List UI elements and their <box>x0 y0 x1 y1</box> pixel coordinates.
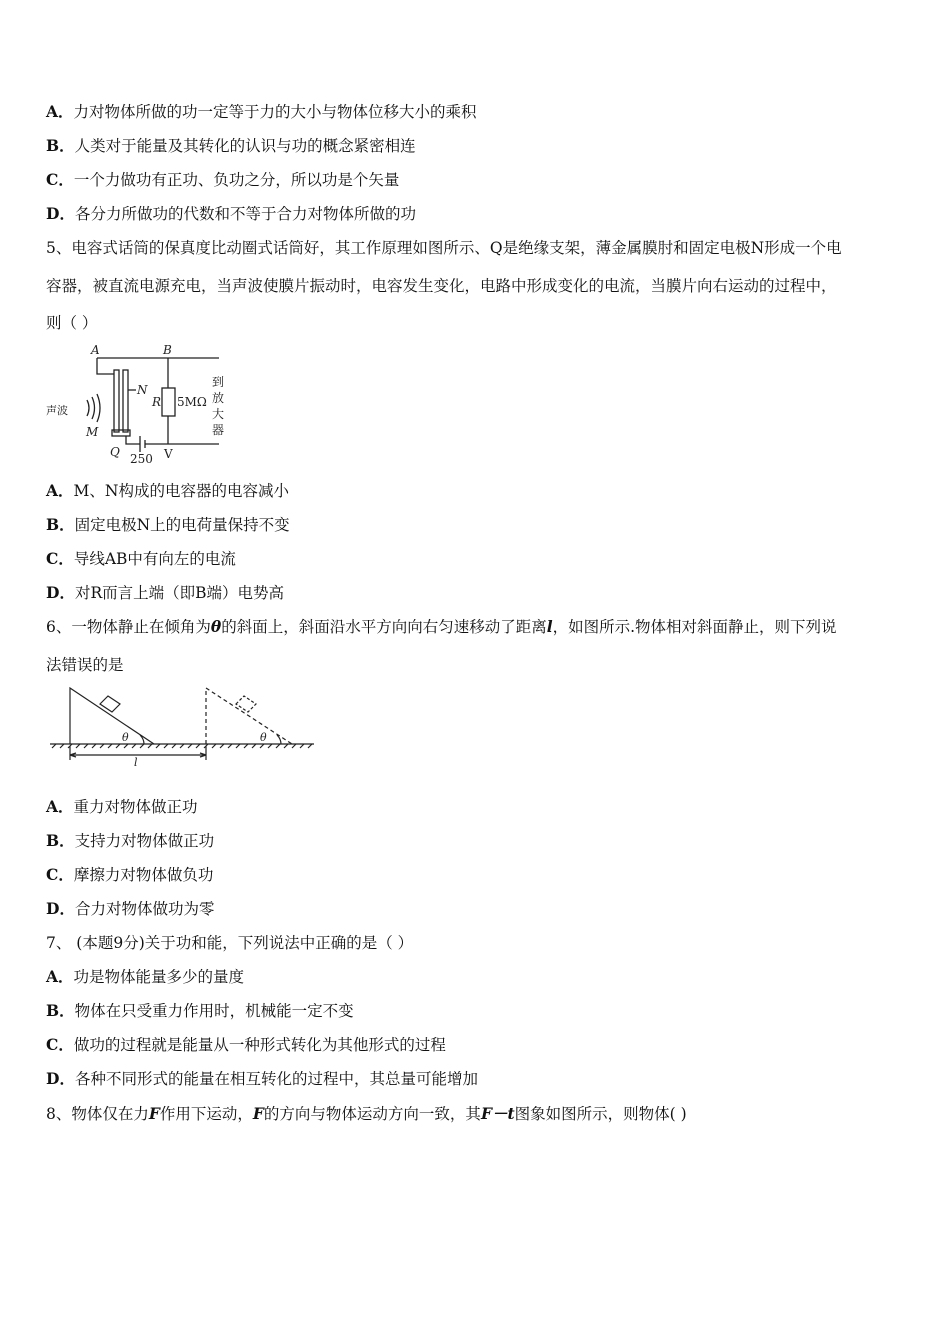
q6-incline-figure <box>46 684 318 768</box>
q5-stem-line1: 5、电容式话筒的保真度比动圈式话筒好，其工作原理如图所示、Q是绝缘支架，薄金属膜肘和固定电极N形成一个电 <box>46 239 842 257</box>
label-n: N <box>137 383 148 397</box>
label-b: B <box>163 343 172 357</box>
voltage-number: 250 <box>130 452 153 466</box>
q6-option-b: B．支持力对物体做正功 <box>46 831 215 850</box>
amp-char-2: 放 <box>212 391 225 405</box>
amp-char-1: 到 <box>212 375 225 389</box>
q7-option-d: D．各种不同形式的能量在相互转化的过程中，其总量可能增加 <box>46 1069 478 1088</box>
q5-option-a: A．M、N构成的电容器的电容减小 <box>46 481 289 500</box>
q5-option-c: C．导线AB中有向左的电流 <box>46 549 236 568</box>
q6-option-a: A．重力对物体做正功 <box>46 797 198 816</box>
q7-option-c: C．做功的过程就是能量从一种形式转化为其他形式的过程 <box>46 1035 446 1054</box>
resistor-value: 5MΩ <box>177 395 207 409</box>
theta-label-right: θ <box>260 731 267 744</box>
q4-option-d: D．各分力所做功的代数和不等于合力对物体所做的功 <box>46 204 416 223</box>
sound-wave-label: 声波 <box>46 404 68 417</box>
q7-stem: 7、 (本题9分)关于功和能，下列说法中正确的是（ ） <box>46 934 414 952</box>
voltage-unit: V <box>164 447 173 461</box>
q5-stem-line2: 容器，被直流电源充电，当声波使膜片振动时，电容发生变化，电路中形成变化的电流，当膜片向右运动的过程中， <box>46 277 837 295</box>
label-r: R <box>152 395 162 409</box>
label-q: Q <box>110 445 120 459</box>
label-a: A <box>91 343 100 357</box>
q5-microphone-circuit-figure <box>44 340 244 466</box>
q4-option-c: C．一个力做功有正功、负功之分，所以功是个矢量 <box>46 170 400 189</box>
q4-option-b: B．人类对于能量及其转化的认识与功的概念紧密相连 <box>46 136 416 155</box>
q6-stem-line1: 6、一物体静止在倾角为θ的斜面上，斜面沿水平方向向右匀速移动了距离l，如图所示.物体相对斜面静止，则下列说 <box>46 617 837 636</box>
q7-option-b: B．物体在只受重力作用时，机械能一定不变 <box>46 1001 354 1020</box>
q4-option-a: A．力对物体所做的功一定等于力的大小与物体位移大小的乘积 <box>46 102 477 121</box>
label-m: M <box>86 425 99 439</box>
q8-stem: 8、物体仅在力F作用下运动，F的方向与物体运动方向一致，其F－t图象如图所示，则物体( ) <box>46 1104 687 1123</box>
q6-stem-line2: 法错误的是 <box>46 656 124 674</box>
amp-char-4: 器 <box>212 423 225 437</box>
q6-option-c: C．摩擦力对物体做负功 <box>46 865 214 884</box>
q5-stem-line3: 则（ ） <box>46 314 98 332</box>
q6-option-d: D．合力对物体做功为零 <box>46 899 215 918</box>
q5-option-b: B．固定电极N上的电荷量保持不变 <box>46 515 290 534</box>
amp-char-3: 大 <box>212 407 225 421</box>
q5-option-d: D．对R而言上端（即B端）电势高 <box>46 583 285 602</box>
q7-option-a: A．功是物体能量多少的量度 <box>46 967 245 986</box>
distance-label: l <box>134 756 138 768</box>
theta-label-left: θ <box>122 731 129 744</box>
